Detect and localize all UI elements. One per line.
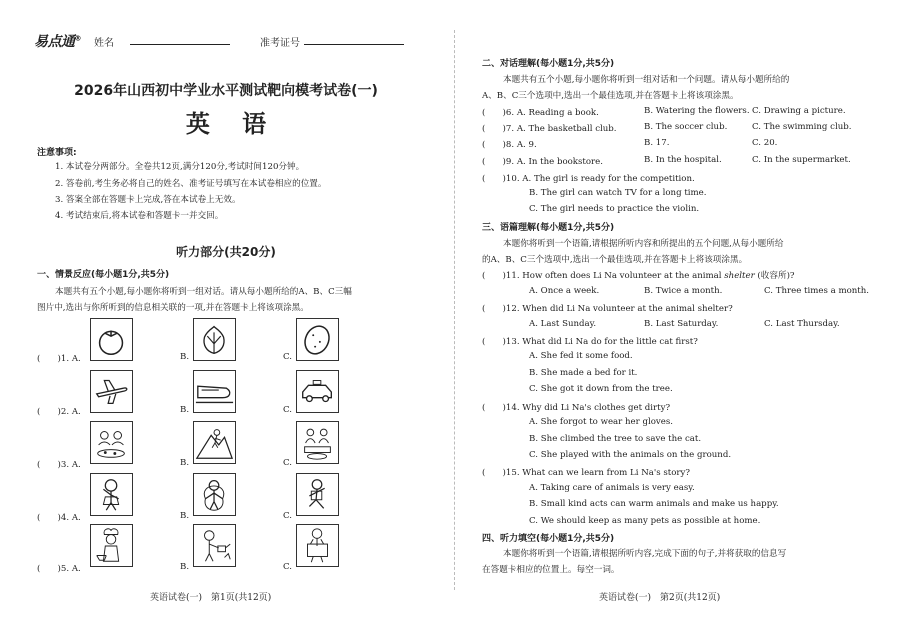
girl-jump-rope-icon[interactable] [193, 473, 236, 516]
cabbage-icon[interactable] [193, 318, 236, 361]
question-3-label: ( )3. A. [37, 460, 81, 470]
boy-running-icon[interactable] [296, 473, 339, 516]
option-b: B. She climbed the tree to save the cat. [529, 434, 702, 444]
train-icon[interactable] [193, 370, 236, 413]
option-a: A. She forgot to wear her gloves. [529, 417, 673, 427]
section1-instructions: 本题共有五个小题,每小题你将听到一组对话。请从每小题所给的A、B、C三幅 [55, 287, 352, 297]
option-b-label: B. [180, 511, 190, 521]
question-8-label: ( )8. A. 9. [482, 140, 537, 150]
question-5-label: ( )5. A. [37, 564, 81, 574]
option-c: C. Last Thursday. [764, 319, 840, 329]
exam-title: 2026年山西初中学业水平测试靶向模考试卷(一) [74, 83, 378, 99]
option-b-label: B. [180, 405, 190, 415]
option-c: C. 20. [752, 138, 778, 148]
question-13-stem: ( )13. What did Li Na do for the little cat first? [482, 337, 698, 347]
girl-watering-icon[interactable] [193, 524, 236, 567]
option-b-label: B. [180, 352, 190, 362]
option-c: C. We should keep as many pets as possible at home. [529, 516, 761, 526]
section2-heading: 二、对话理解(每小题1分,共5分) [482, 59, 615, 69]
notes-item: 4. 考试结束后,将本试卷和答题卡一并交回。 [55, 211, 224, 221]
question-10-label: ( )10. A. The girl is ready for the competition. [482, 174, 695, 184]
option-c: C. In the supermarket. [752, 155, 851, 165]
listening-part-title: 听力部分(共20分) [176, 245, 276, 259]
right-page [458, 0, 910, 639]
section1-heading: 一、情景反应(每小题1分,共5分) [37, 270, 170, 280]
question-9-label: ( )9. A. In the bookstore. [482, 157, 603, 167]
option-b: B. The soccer club. [644, 122, 728, 132]
option-c: C. The swimming club. [752, 122, 852, 132]
cooking-scene-icon[interactable] [296, 421, 339, 464]
girl-waving-icon[interactable] [90, 473, 133, 516]
section3-instructions: 的A、B、C三个选项中,选出一个最佳选项,并在答题卡上将该项涂黑。 [482, 255, 748, 265]
left-page [0, 0, 452, 639]
airplane-icon[interactable] [90, 370, 133, 413]
option-c: C. She played with the animals on the ground. [529, 450, 732, 460]
notes-item: 2. 答卷前,考生务必将自己的姓名、准考证号填写在本试卷相应的位置。 [55, 179, 327, 189]
question-15-stem: ( )15. What can we learn from Li Na's story? [482, 468, 690, 478]
option-c: C. She got it down from the tree. [529, 384, 673, 394]
brand-logo: 易点通® [34, 34, 81, 50]
section4-instructions: 本题你将听到一个语篇,请根据所听内容,完成下面的句子,并将获取的信息写 [503, 549, 787, 559]
question-4-label: ( )4. A. [37, 513, 81, 523]
question-12-stem: ( )12. When did Li Na volunteer at the animal shelter? [482, 304, 733, 314]
question-14-stem: ( )14. Why did Li Na's clothes get dirty? [482, 403, 671, 413]
option-c: C. Three times a month. [764, 286, 870, 296]
question-6-label: ( )6. A. Reading a book. [482, 108, 599, 118]
notes-item: 3. 答案全部在答题卡上完成,答在本试卷上无效。 [55, 195, 241, 205]
section2-instructions: A、B、C三个选项中,选出一个最佳选项,并在答题卡上将该项涂黑。 [482, 91, 739, 101]
option-b: B. 17. [644, 138, 670, 148]
question-2-label: ( )2. A. [37, 407, 81, 417]
option-b: B. In the hospital. [644, 155, 722, 165]
option-b: B. Twice a month. [644, 286, 723, 296]
section4-heading: 四、听力填空(每小题1分,共5分) [482, 534, 615, 544]
exam-id-field[interactable] [304, 44, 404, 45]
tomato-icon[interactable] [90, 318, 133, 361]
option-c: C. The girl needs to practice the violin. [529, 204, 700, 214]
option-b: B. She made a bed for it. [529, 368, 638, 378]
subject-title: 英 语 [185, 110, 279, 138]
exam-id-label: 准考证号 [260, 38, 300, 49]
option-a: A. Last Sunday. [529, 319, 597, 329]
notes-heading: 注意事项: [37, 148, 77, 158]
option-b: B. Last Saturday. [644, 319, 719, 329]
option-b-label: B. [180, 562, 190, 572]
option-b: B. The girl can watch TV for a long time. [529, 188, 707, 198]
potato-icon[interactable] [296, 318, 339, 361]
name-field[interactable] [130, 44, 230, 45]
option-c-label: C. [283, 562, 293, 572]
option-c-label: C. [283, 352, 293, 362]
option-b: B. Small kind acts can warm animals and make us happy. [529, 499, 779, 509]
option-c-label: C. [283, 458, 293, 468]
page-footer: 英语试卷(一) 第2页(共12页) [599, 593, 721, 603]
option-c-label: C. [283, 405, 293, 415]
taxi-icon[interactable] [296, 370, 339, 413]
notes-item: 1. 本试卷分两部分。全卷共12页,满分120分,考试时间120分钟。 [55, 162, 305, 172]
question-7-label: ( )7. A. The basketball club. [482, 124, 617, 134]
page-footer: 英语试卷(一) 第1页(共12页) [150, 593, 272, 603]
section3-instructions: 本题你将听到一个语篇,请根据所听内容和所提出的五个问题,从每小题所给 [503, 239, 784, 249]
question-11-stem: ( )11. How often does Li Na volunteer at the animal shelter (收容所)? [482, 271, 795, 281]
option-b: B. Watering the flowers. [644, 106, 750, 116]
page-divider [454, 30, 455, 590]
chef-boy-icon[interactable] [90, 524, 133, 567]
section1-instructions: 图片中,选出与你所听到的信息相关联的一项,并在答题卡上将该项涂黑。 [37, 303, 309, 313]
section2-instructions: 本题共有五个小题,每小题你将听到一组对话和一个问题。请从每小题所给的 [503, 75, 790, 85]
section3-heading: 三、语篇理解(每小题1分,共5分) [482, 223, 615, 233]
option-b-label: B. [180, 458, 190, 468]
name-label: 姓名 [94, 38, 114, 49]
option-a: A. Taking care of animals is very easy. [529, 483, 695, 493]
question-1-label: ( )1. A. [37, 354, 81, 364]
option-a: A. Once a week. [529, 286, 600, 296]
picnic-scene-icon[interactable] [90, 421, 133, 464]
climbing-scene-icon[interactable] [193, 421, 236, 464]
option-c: C. Drawing a picture. [752, 106, 846, 116]
option-a: A. She fed it some food. [529, 351, 633, 361]
boy-with-box-icon[interactable] [296, 524, 339, 567]
option-c-label: C. [283, 511, 293, 521]
section4-instructions: 在答题卡相应的位置上。每空一词。 [482, 565, 620, 575]
